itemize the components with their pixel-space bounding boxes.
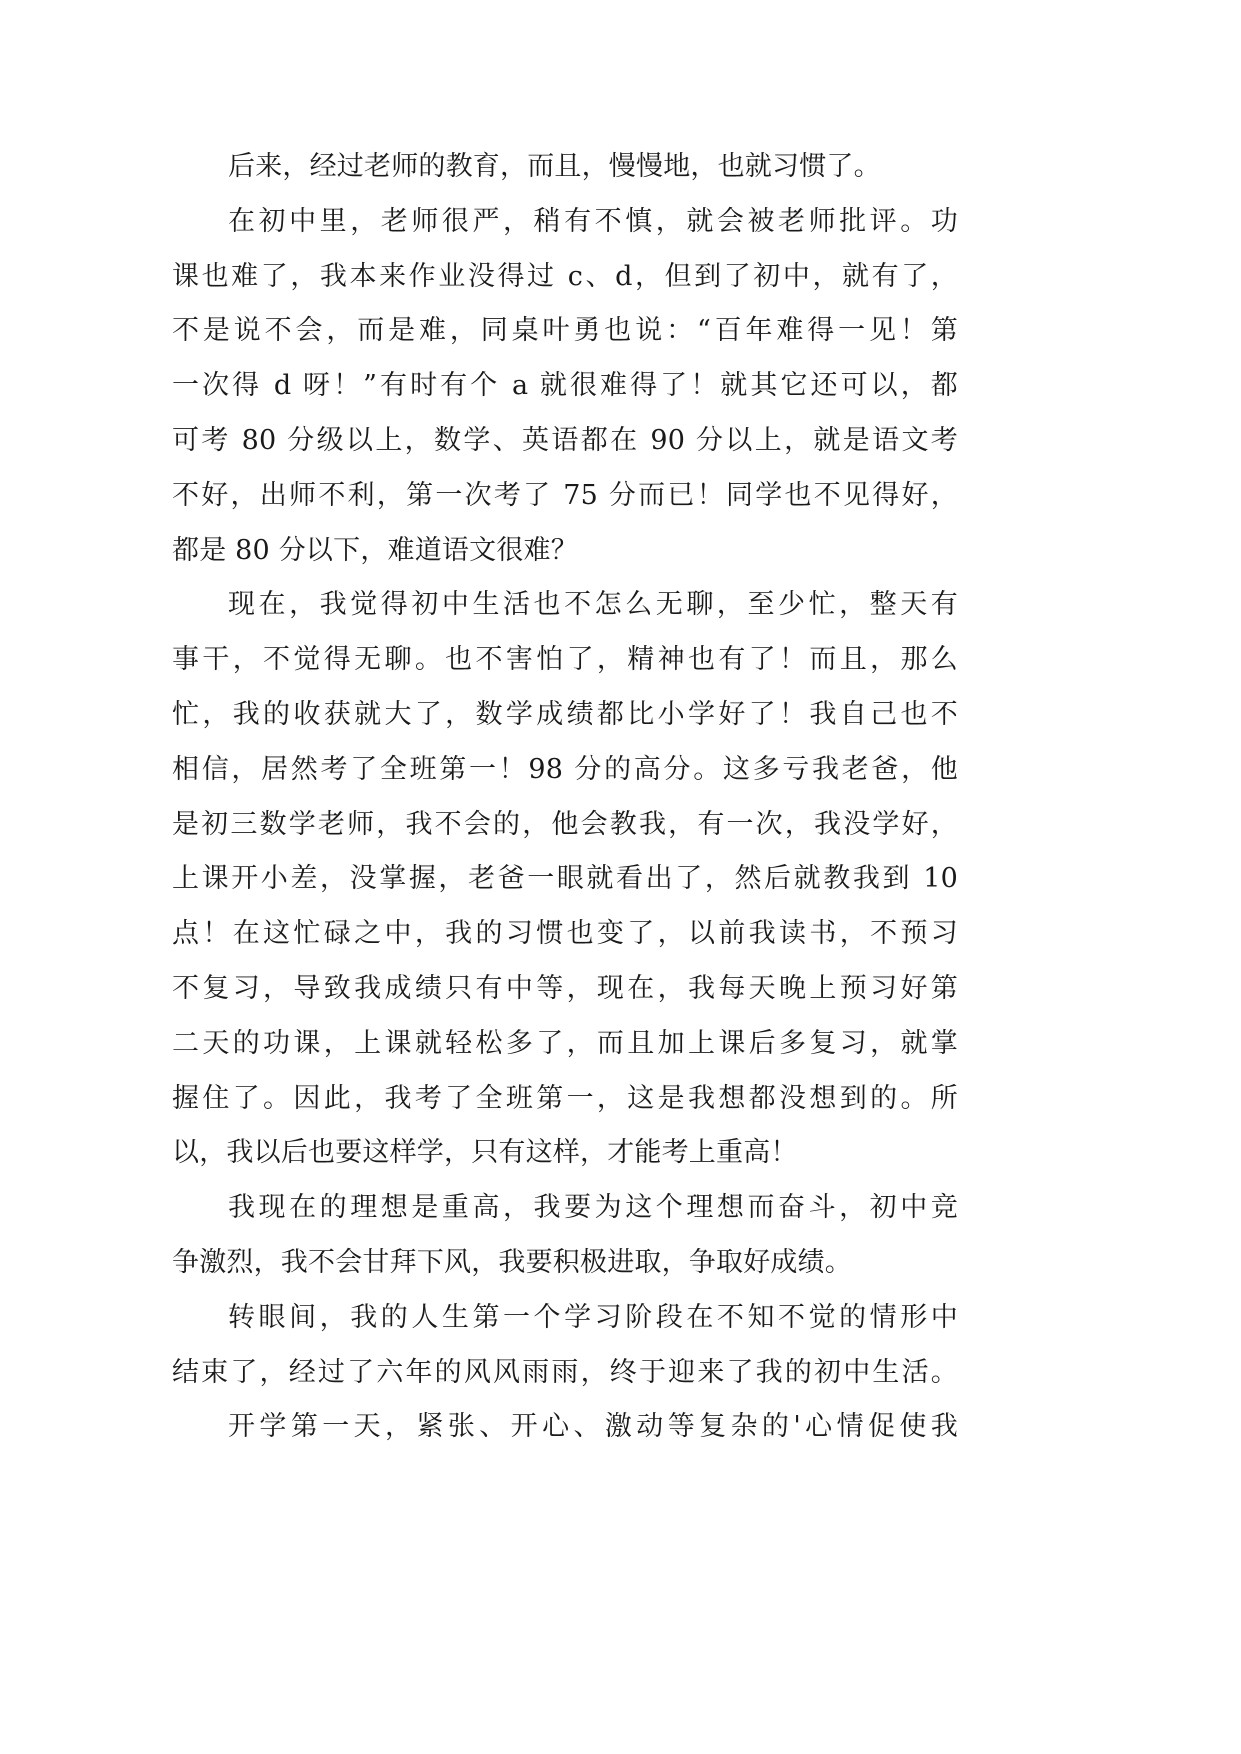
text-line: 后来，经过老师的教育，而且，慢慢地，也就习惯了。 — [228, 151, 881, 182]
text-line: 握住了。因此，我考了全班第一，这是我想都没想到的。所 — [172, 1082, 958, 1114]
text-line: 课也难了，我本来作业没得过 c、d，但到了初中，就有了， — [172, 260, 958, 292]
text-line: 争激烈，我不会甘拜下风，我要积极进取，争取好成绩。 — [172, 1246, 852, 1278]
text-line: 不好，出师不利，第一次考了 75 分而已！同学也不见得好， — [172, 479, 958, 511]
text-line: 转眼间，我的人生第一个学习阶段在不知不觉的情形中 — [228, 1301, 958, 1333]
text-line: 相信，居然考了全班第一！98 分的高分。这多亏我老爸，他 — [172, 753, 958, 785]
text-line: 上课开小差，没掌握，老爸一眼就看出了，然后就教我到 10 — [172, 863, 958, 895]
text-line: 不复习，导致我成绩只有中等，现在，我每天晚上预习好第 — [172, 972, 958, 1004]
text-line: 以，我以后也要这样学，只有这样，才能考上重高！ — [172, 1137, 798, 1169]
text-line: 都是 80 分以下，难道语文很难？ — [172, 534, 578, 566]
text-line: 结束了，经过了六年的风风雨雨，终于迎来了我的初中生活。 — [172, 1356, 958, 1388]
text-line: 在初中里，老师很严，稍有不慎，就会被老师批评。功 — [228, 205, 958, 237]
text-line: 事干，不觉得无聊。也不害怕了，精神也有了！而且，那么 — [172, 644, 958, 676]
document-body — [172, 140, 958, 1455]
text-line: 可考 80 分级以上，数学、英语都在 90 分以上，就是语文考 — [172, 424, 958, 456]
text-line: 二天的功课，上课就轻松多了，而且加上课后多复习，就掌 — [172, 1027, 958, 1059]
text-line: 是初三数学老师，我不会的，他会教我，有一次，我没学好， — [172, 808, 958, 840]
text-line: 我现在的理想是重高，我要为这个理想而奋斗，初中竞 — [228, 1192, 958, 1224]
text-line: 开学第一天，紧张、开心、激动等复杂的'心情促使我 — [228, 1411, 958, 1443]
text-line: 忙，我的收获就大了，数学成绩都比小学好了！我自己也不 — [172, 698, 958, 730]
text-line: 一次得 d 呀！”有时有个 a 就很难得了！就其它还可以，都 — [172, 370, 958, 402]
text-line: 点！在这忙碌之中，我的习惯也变了，以前我读书，不预习 — [172, 918, 958, 950]
text-line: 现在，我觉得初中生活也不怎么无聊，至少忙，整天有 — [228, 589, 958, 621]
text-line: 不是说不会，而是难，同桌叶勇也说：“百年难得一见！第 — [172, 315, 958, 347]
